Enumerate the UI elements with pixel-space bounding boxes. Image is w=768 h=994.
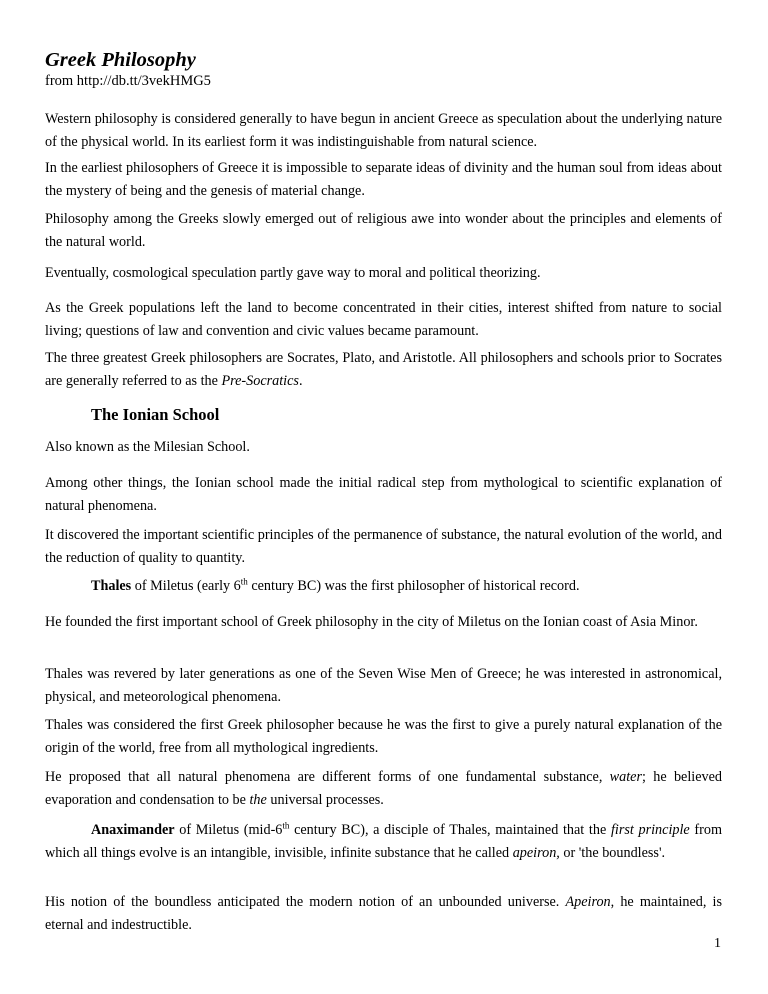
paragraph-13-text-a: He proposed that all natural phenomena are different forms of one fundamental substance,: [45, 769, 610, 785]
anaximander-text-c: from which all things evolve is an intangible, invisible, infinite substance that he called: [45, 822, 722, 861]
anaximander-text-b: century BC), a disciple of Thales, maintained that the: [289, 822, 611, 838]
thales-text-b: century BC) was the first philosopher of historical record.: [247, 578, 580, 594]
apeiron-term-2: Apeiron: [565, 894, 611, 910]
paragraph-7: Also known as the Milesian School.: [45, 439, 250, 455]
section-heading-ionian-school: The Ionian School: [91, 405, 220, 424]
paragraph-14: [45, 891, 722, 936]
paragraph-1: Western philosophy is considered generally to have begun in ancient Greece as speculation about the underlying nature of the physical world. In its earliest form it was indistinguishable from natural science.: [45, 111, 722, 150]
paragraph-12: Thales was considered the first Greek philosopher because he was the first to give a purely natural explanation of the origin of the world, free from all mythological ingredients.: [45, 717, 722, 756]
paragraph-3: Philosophy among the Greeks slowly emerged out of religious awe into wonder about the principles and elements of the natural world.: [45, 211, 722, 250]
paragraph-14-text-a: His notion of the boundless anticipated the modern notion of an unbounded universe.: [45, 894, 566, 910]
paragraph-10: He founded the first important school of Greek philosophy in the city of Miletus on the Ionian coast of Asia Minor.: [45, 614, 698, 630]
paragraph-13-text-b: ; he believed evaporation and condensation to be: [45, 769, 722, 808]
anaximander-superscript: th: [282, 820, 290, 831]
anaximander-text-d: or 'the boundless'.: [559, 844, 666, 861]
paragraph-11: Thales was revered by later generations as one of the Seven Wise Men of Greece; he was interested in astronomical, physical, and meteorological phenomena.: [45, 666, 722, 705]
first-principle-term: first principle: [610, 822, 690, 838]
the-emphasis: the: [249, 791, 267, 808]
document-title: Greek Philosophy: [45, 49, 196, 71]
paragraph-4: Eventually, cosmological speculation partly gave way to moral and political theorizing.: [45, 265, 541, 281]
paragraph-13: [45, 766, 722, 811]
anaximander-text-a: of Miletus (mid-6: [174, 822, 283, 838]
thales-text-a: of Miletus (early 6: [131, 578, 241, 594]
paragraph-6: [45, 347, 722, 392]
anaximander-paragraph: [45, 819, 722, 864]
page-number: 1: [714, 936, 721, 951]
paragraph-5: As the Greek populations left the land to become concentrated in their cities, interest shifted from nature to social living; questions of law and convention and civic values became paramount.: [45, 300, 722, 339]
pre-socratics-term: Pre-Socratics: [221, 372, 299, 389]
thales-paragraph: [45, 575, 722, 598]
thales-superscript: th: [240, 576, 248, 587]
paragraph-13-text-c: universal processes.: [266, 791, 384, 808]
source-url: from http://db.tt/3vekHMG5: [45, 73, 211, 89]
water-term: water: [609, 769, 642, 785]
paragraph-8: Among other things, the Ionian school made the initial radical step from mythological to scientific explanation of natural phenomena.: [45, 475, 722, 514]
thales-name: Thales: [91, 578, 132, 594]
paragraph-2: In the earliest philosophers of Greece it is impossible to separate ideas of divinity and the human soul from ideas about the mystery of being and the genesis of material change.: [45, 160, 722, 199]
paragraph-9: It discovered the important scientific principles of the permanence of substance, the natural evolution of the world, and the reduction of quality to quantity.: [45, 527, 722, 566]
paragraph-6-end: .: [298, 372, 303, 389]
paragraph-6-text: The three greatest Greek philosophers are Socrates, Plato, and Aristotle. All philosophers and schools prior to Socrates are generally referred to as the: [45, 350, 722, 389]
paragraph-14-text-b: , he maintained, is eternal and indestructible.: [45, 894, 722, 933]
anaximander-name: Anaximander: [91, 822, 175, 838]
apeiron-term: apeiron,: [512, 844, 560, 861]
